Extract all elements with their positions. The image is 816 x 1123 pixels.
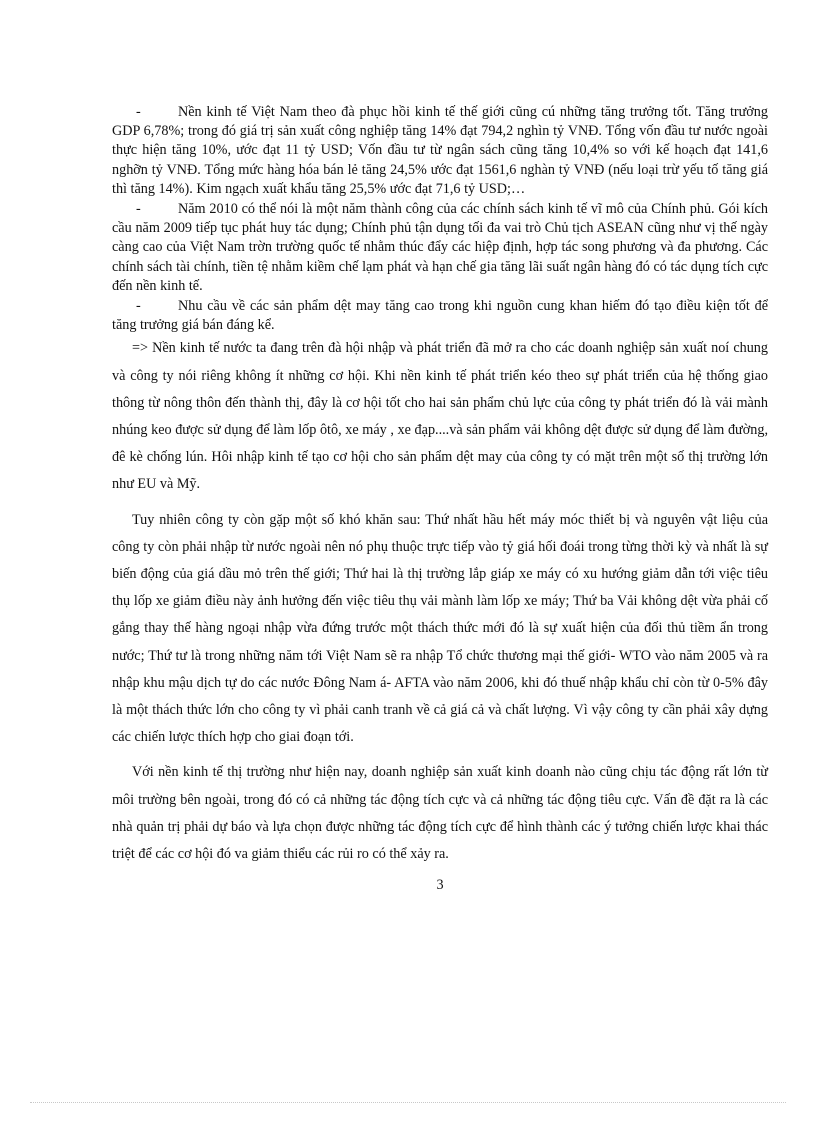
bullet-item — [112, 200, 768, 296]
bullet-text: Nền kinh tế Việt Nam theo đà phục hồi kinh tế thế giới cũng cú những tăng trưởng tốt. Tăng trưởng GDP 6,78%; trong đó giá trị sản xuất công nghiệp tăng 14% đạt 794,2 nghìn tỷ VNĐ. Tổng vốn đầu tư nước ngoài thực hiện tăng 10%, ước đạt 11 tỷ USD; Vốn đầu tư từ ngân sách cũng tăng 10,4% so với kế hoạch đạt 141,6 nghỡn tỷ VNĐ. Tổng mức hàng hóa bán lẻ tăng 24,5% ước đạt 1561,6 nghàn tỷ VNĐ (nếu loại trừ yếu tố tăng giá thì tăng 14%). Kim ngạch xuất khẩu tăng 25,5% ước đạt 71,6 tỷ USD;… — [112, 104, 768, 197]
bullet-text: Năm 2010 có thể nói là một năm thành công của các chính sách kinh tế vĩ mô của Chính phủ. Gói kích cầu năm 2009 tiếp tục phát huy tác dụng; Chính phủ tận dụng tối đa vai trò Chủ tịch ASEAN cũng như vị thế ngày càng cao của Việt Nam trờn trường quốc tế nhằm thúc đẩy các hiệp định, hợp tác song phương và đa phương. Các chính sách tài chính, tiền tệ nhằm kiềm chế lạm phát và hạn chế gia tăng lãi suất ngân hàng đó có tác dụng tích cực đến nền kinh tế. — [112, 201, 768, 294]
page-bottom-border — [30, 1102, 786, 1103]
document-page — [112, 103, 768, 893]
bullet-item — [112, 297, 768, 335]
conclusion-paragraph: => Nền kinh tế nước ta đang trên đà hội nhập và phát triển đã mở ra cho các doanh nghiệp sản xuất noí chung và công ty nói riêng không ít những cơ hội. Khi nền kinh tế phát triển kéo theo sự phát triển của hệ thống giao thông từ nông thôn đến thành thị, đây là cơ hội tốt cho hai sản phẩm chủ lực của công ty phát triển đó là vải mành nhúng keo được sử dụng để làm lốp ôtô, xe máy , xe đạp....và sản phẩm vải không dệt được sử dụng để làm đường, đê kè chống lún. Hôi nhập kinh tế tạo cơ hội cho sản phẩm dệt may của công ty có mặt trên một số thị trường lớn như EU và Mỹ. — [112, 340, 768, 493]
challenges-paragraph: Tuy nhiên công ty còn gặp một số khó khăn sau: Thứ nhất hầu hết máy móc thiết bị và nguyên vật liệu của công ty còn phải nhập từ nước ngoài nên nó phụ thuộc trực tiếp vào tỷ giá hối đoái trong từng thời kỳ và nhất là sự biến động của giá dầu mỏ trên thế giới; Thứ hai là thị trường lắp giáp xe máy có xu hướng giảm dẫn tới việc tiêu thụ lốp xe giảm điều này ảnh hưởng đến việc tiêu thụ vải mành làm lốp xe máy; Thứ ba Vải không dệt vừa phải cố gắng thay thế hàng ngoại nhập vừa đứng trước một thách thức mới đó là sự xuất hiện của đối thủ tiềm ẩn trong nước; Thứ tư là trong những năm tới Việt Nam sẽ ra nhập Tổ chức thương mại thế giới- WTO vào năm 2005 và ra nhập khu mậu dịch tự do các nước Đông Nam á- AFTA vào năm 2006, khi đó thuế nhập khẩu chỉ còn từ 0-5% đây là một thách thức lớn cho công ty vì phải canh tranh về cả giá cả và chất lượng. Vì vậy công ty cần phải xây dựng các chiến lược thích hợp cho giai đoạn tới. — [112, 511, 768, 746]
bullet-marker: - — [136, 298, 141, 315]
page-number: 3 — [436, 877, 444, 893]
strategy-paragraph: Với nền kinh tế thị trường như hiện nay, doanh nghiệp sản xuất kinh doanh nào cũng chịu tác động rất lớn từ môi trường bên ngoài, trong đó có cả những tác động tích cực và cả những tác động tiêu cực. Vấn đề đặt ra là các nhà quản trị phải dự báo và lựa chọn được những tác động tích cực để hình thành các ý tưởng chiến lược khai thác triệt để các cơ hội đó va giảm thiểu các rủi ro có thể xảy ra. — [112, 764, 768, 863]
bullet-marker: - — [136, 201, 141, 218]
bullet-item — [112, 103, 768, 199]
bullet-marker: - — [136, 104, 141, 120]
bullet-text: Nhu cầu về các sản phẩm dệt may tăng cao trong khi nguồn cung khan hiếm đó tạo điều kiện tốt để tăng trưởng giá bán đáng kể. — [112, 298, 768, 334]
